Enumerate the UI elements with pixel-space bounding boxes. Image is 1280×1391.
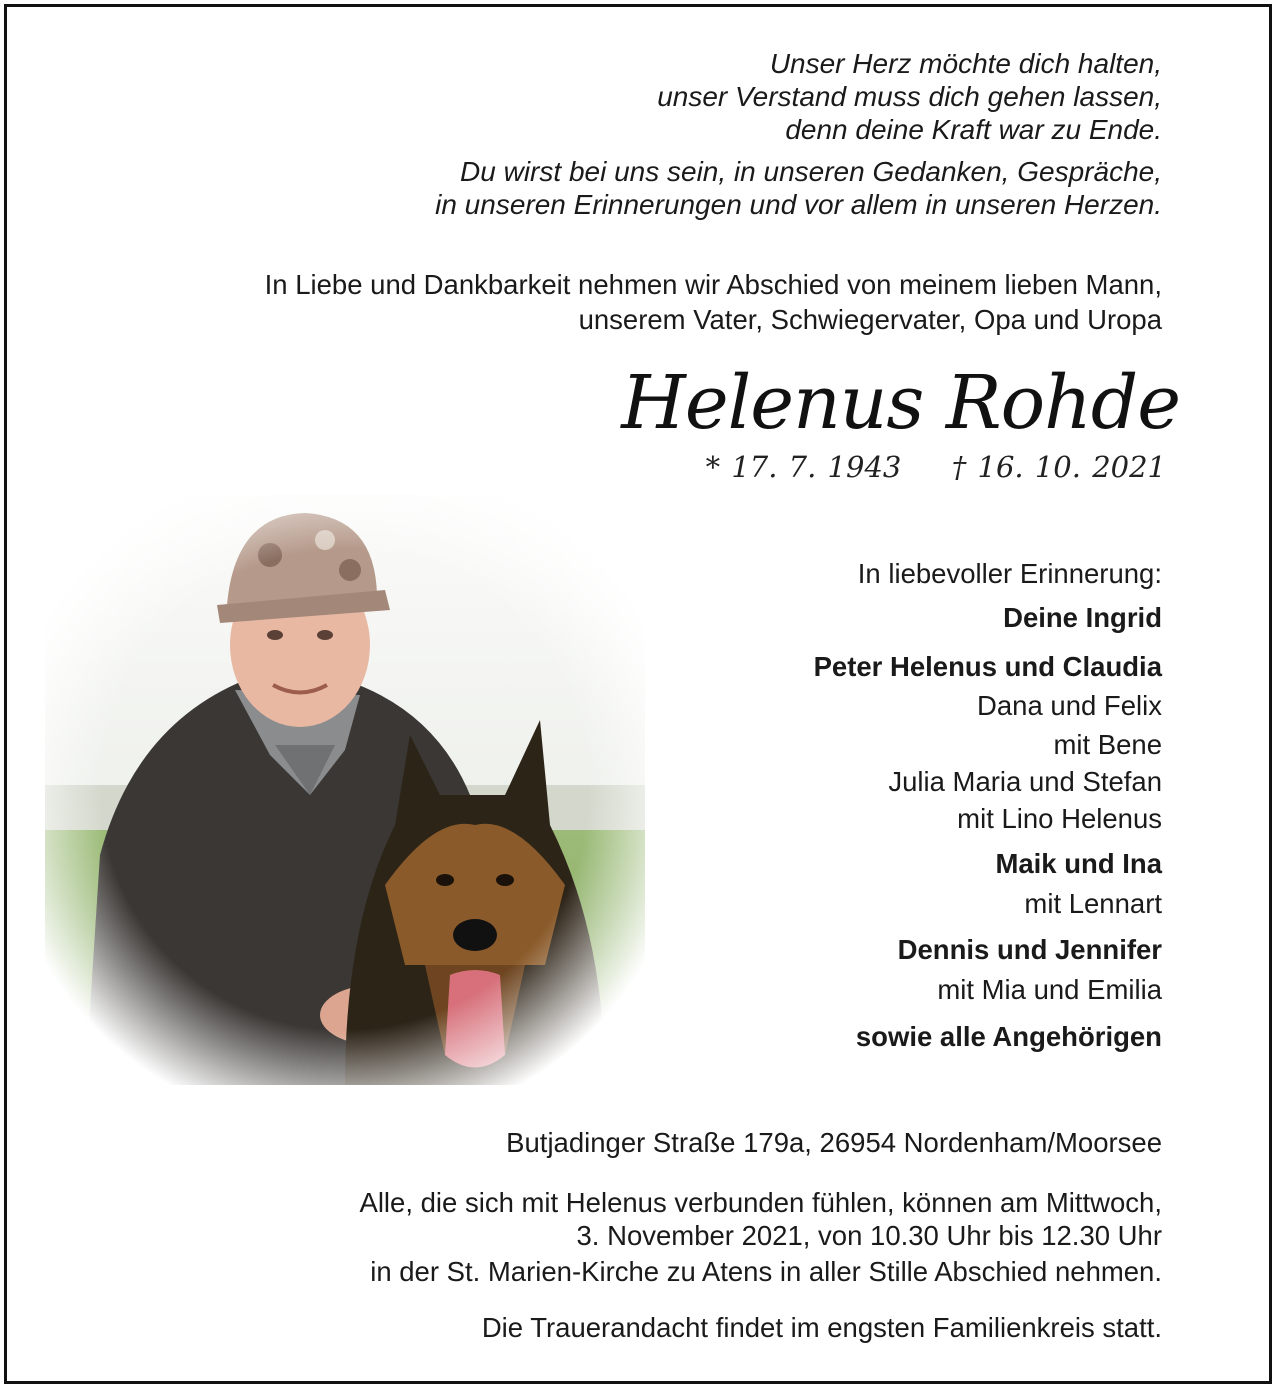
mourner-line: Peter Helenus und Claudia (813, 651, 1162, 682)
mourner-line: Dana und Felix (977, 690, 1162, 721)
intro-line: In Liebe und Dankbarkeit nehmen wir Abschied von meinem lieben Mann, (264, 269, 1162, 300)
life-dates (706, 450, 1166, 484)
farewell-line: in der St. Marien-Kirche zu Atens in aller Stille Abschied nehmen. (370, 1256, 1162, 1287)
poem-line: unser Verstand muss dich gehen lassen, (657, 81, 1162, 112)
deceased-name: Helenus Rohde (621, 360, 1180, 446)
mourner-line: mit Lino Helenus (957, 803, 1162, 834)
mourner-line: Dennis und Jennifer (897, 934, 1162, 965)
mourners-heading: In liebevoller Erinnerung: (857, 558, 1162, 589)
poem-line: denn deine Kraft war zu Ende. (785, 114, 1162, 145)
mourner-line: Maik und Ina (995, 848, 1162, 879)
farewell-line: Alle, die sich mit Helenus verbunden fühlen, können am Mittwoch, (359, 1187, 1162, 1218)
farewell-line: 3. November 2021, von 10.30 Uhr bis 12.30 Uhr (576, 1220, 1162, 1251)
mourner-line: mit Mia und Emilia (937, 974, 1162, 1005)
mourner-line: mit Lennart (1024, 888, 1162, 919)
poem-line: Unser Herz möchte dich halten, (769, 48, 1162, 79)
intro-line: unserem Vater, Schwiegervater, Opa und Uropa (578, 304, 1162, 335)
birth-date: * 17. 7. 1943 (705, 450, 902, 484)
address: Butjadinger Straße 179a, 26954 Nordenham/Moorsee (506, 1127, 1162, 1158)
poem-line: in unseren Erinnerungen und vor allem in unseren Herzen. (435, 189, 1162, 220)
death-date: † 16. 10. 2021 (951, 450, 1166, 484)
mourner-line: mit Bene (1053, 729, 1162, 760)
mourner-line: Deine Ingrid (1003, 602, 1162, 633)
mourner-line: Julia Maria und Stefan (888, 766, 1162, 797)
mourner-line: sowie alle Angehörigen (855, 1021, 1162, 1052)
closing-note: Die Trauerandacht findet im engsten Familienkreis statt. (481, 1312, 1162, 1343)
portrait-photo (45, 495, 645, 1085)
poem-line: Du wirst bei uns sein, in unseren Gedanken, Gespräche, (460, 156, 1162, 187)
